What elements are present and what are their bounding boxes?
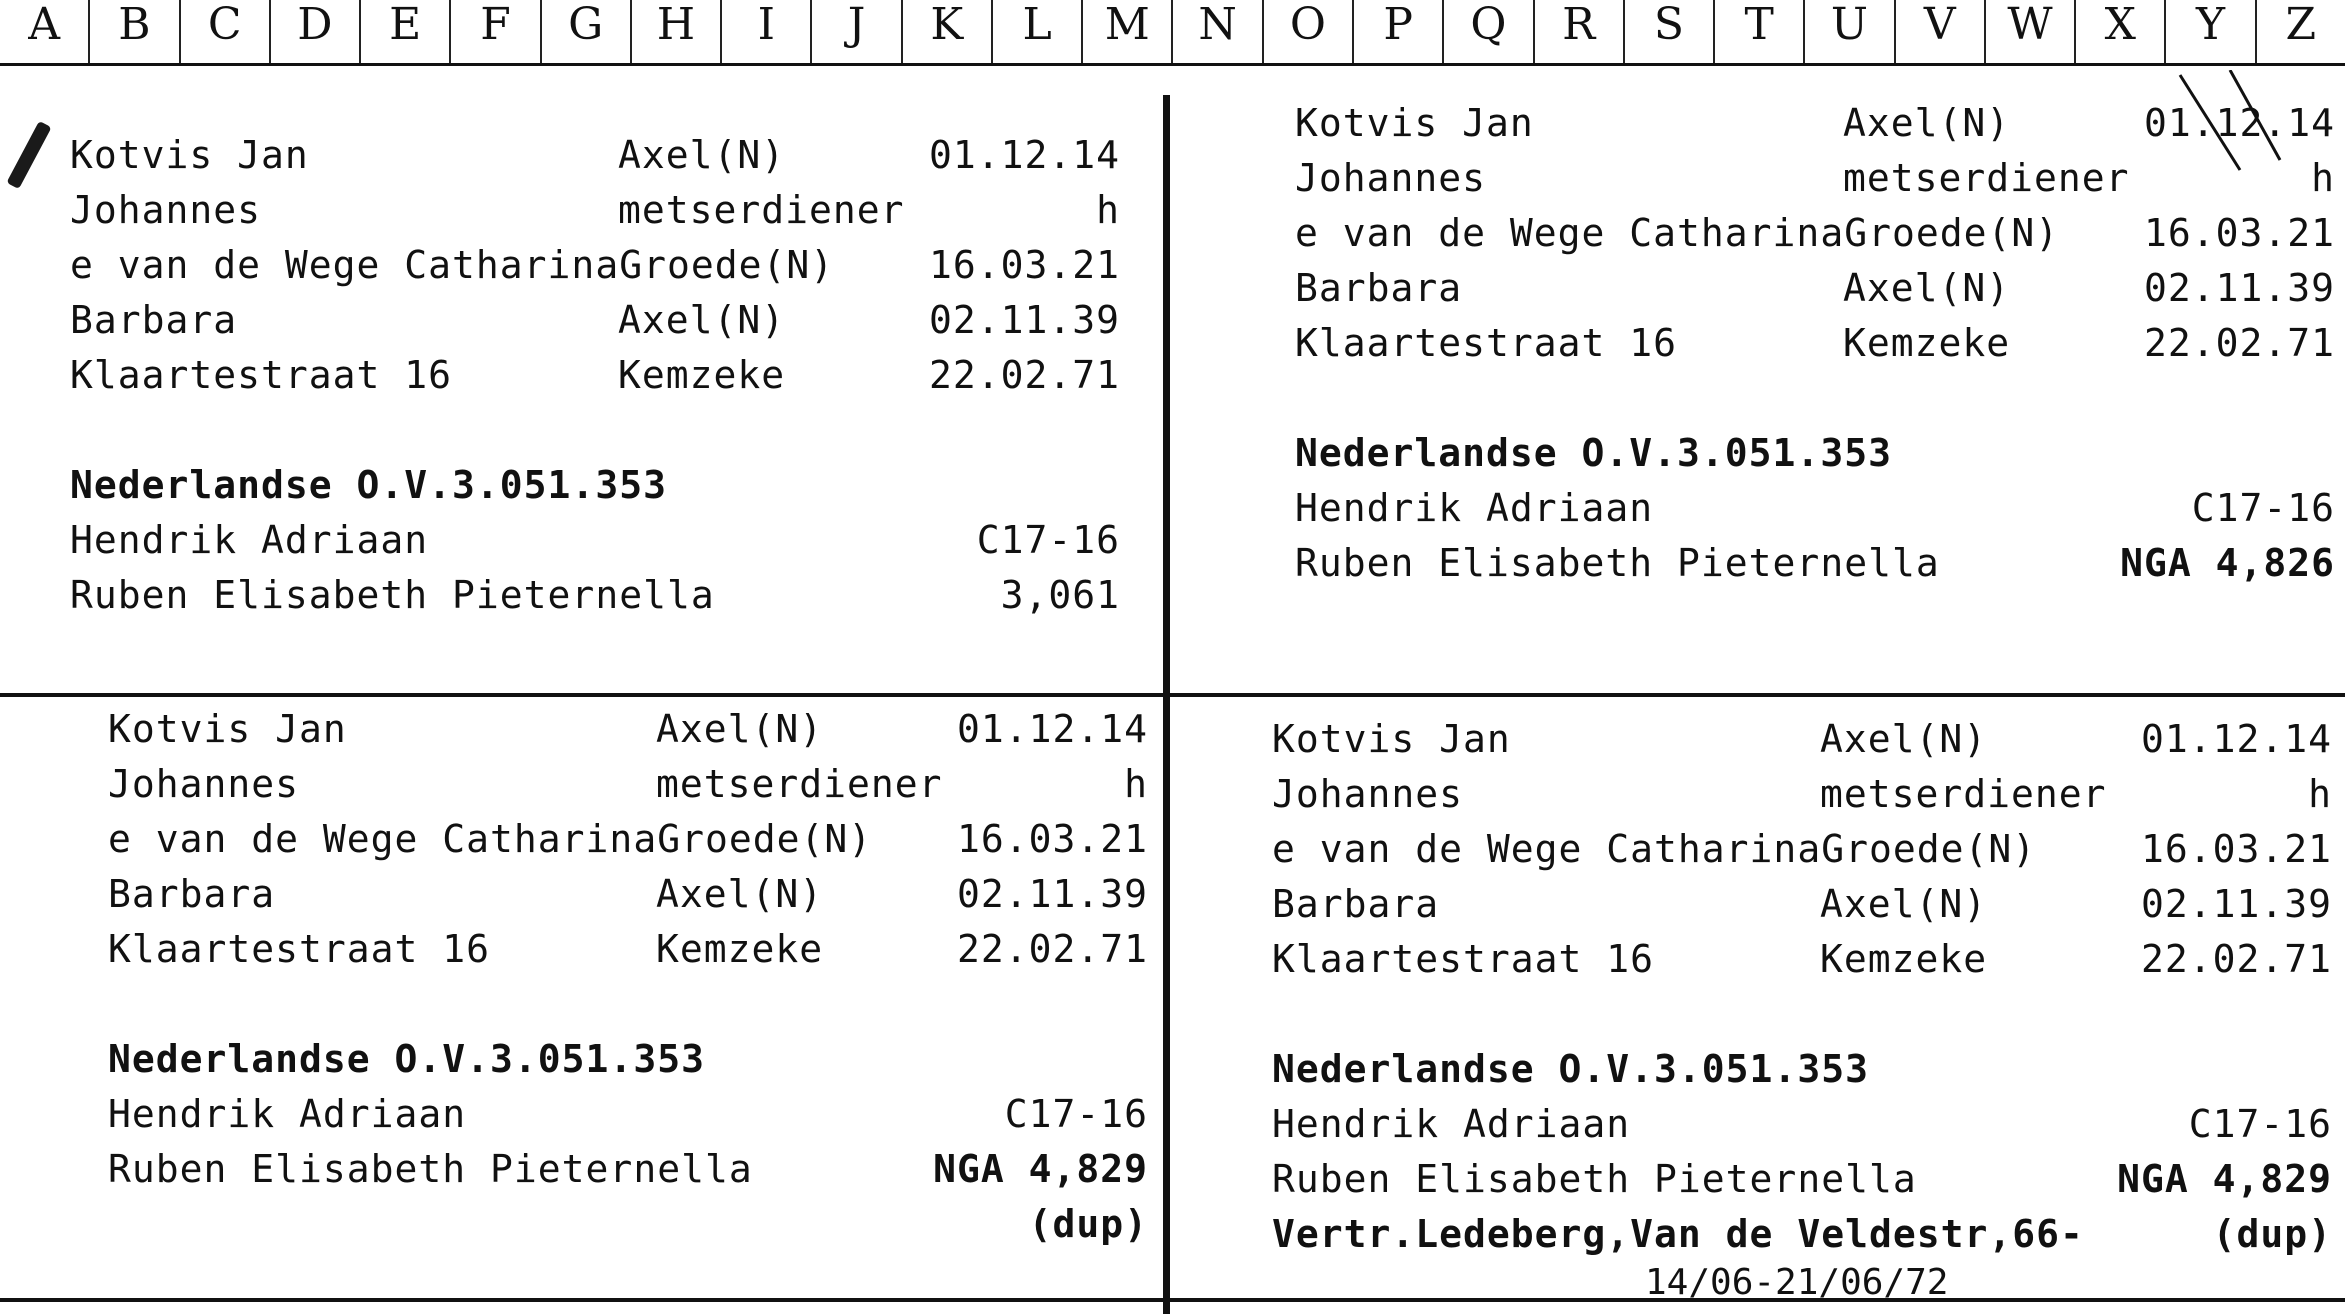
card-field-c3: 16.03.21 [928,243,1120,287]
card-field-c3: NGA 4,829 [2117,1157,2332,1201]
card-row [1272,822,2332,877]
card-field-c1: Vertr.Ledeberg,Van de Veldestr,66- [1272,1212,2084,1256]
card-row [70,513,1120,568]
card-row [70,128,1120,183]
card-row [1272,767,2332,822]
alphabet-tab-t: T [1715,0,1805,63]
card-field-c2: Kemzeke [1843,321,2011,365]
card-row [108,977,1148,1032]
card-row [70,403,1120,458]
card-field-c2: Axel(N) [656,872,824,916]
alphabet-tab-n: N [1173,0,1263,63]
card-field-c2: Axel(N) [618,298,786,342]
alphabet-tab-a: A [0,0,90,63]
card-field-c3: (dup) [1028,1202,1148,1246]
card-field-c1: Klaartestraat 16 [1272,937,1655,981]
card-field-c2: Axel(N) [1843,266,2011,310]
card-top-left [70,128,1120,623]
alphabet-tab-r: R [1535,0,1625,63]
card-field-c2: metserdiener [618,188,905,232]
alphabet-tab-j: J [812,0,902,63]
card-field-c2: Axel(N) [1820,882,1988,926]
bottom-divider-left [0,1298,1163,1302]
card-field-c1: Ruben Elisabeth Pieternella [108,1147,753,1191]
card-row [108,1032,1148,1087]
date-range-footnote: 14/06-21/06/72 [1645,1262,1949,1303]
card-row [108,922,1148,977]
card-field-c3: 01.12.14 [928,133,1120,177]
card-field-c3: 22.02.71 [928,353,1120,397]
card-field-c1: Klaartestraat 16 [70,353,453,397]
alphabet-tab-i: I [722,0,812,63]
card-field-c3: 16.03.21 [956,817,1148,861]
card-row [1272,712,2332,767]
card-field-c1: Barbara [1272,882,1440,926]
card-field-c3: C17-16 [976,518,1120,562]
card-row [1295,206,2335,261]
card-row [1272,1152,2332,1207]
card-field-c3: NGA 4,829 [933,1147,1148,1191]
card-row [1295,481,2335,536]
card-field-c3: 01.12.14 [956,707,1148,751]
card-field-c1: Johannes [108,762,300,806]
card-field-c3: 02.11.39 [2140,882,2332,926]
card-field-c3: h [1124,762,1148,806]
card-field-c3: h [1096,188,1120,232]
card-row [1295,151,2335,206]
card-row [70,568,1120,623]
alphabet-tab-e: E [361,0,451,63]
card-row [108,1087,1148,1142]
card-field-c1: Hendrik Adriaan [1272,1102,1631,1146]
card-field-c1: Barbara [108,872,276,916]
alphabet-tab-v: V [1896,0,1986,63]
alphabet-tab-p: P [1354,0,1444,63]
card-field-c1: Nederlandse O.V.3.051.353 [1295,431,1892,475]
card-field-c3: 22.02.71 [2140,937,2332,981]
card-field-c3: 01.12.14 [2143,101,2335,145]
card-field-c3: C17-16 [2188,1102,2332,1146]
card-field-c3: h [2308,772,2332,816]
card-row [108,1197,1148,1252]
card-row [1295,426,2335,481]
card-field-c2: Axel(N) [1820,717,1988,761]
alphabet-tab-s: S [1625,0,1715,63]
card-field-c1: e van de Wege CatharinaGroede(N) [1295,211,2060,255]
alphabet-tab-b: B [90,0,180,63]
alphabet-tab-w: W [1986,0,2076,63]
card-row [108,757,1148,812]
card-row [1272,932,2332,987]
alphabet-tab-g: G [542,0,632,63]
card-row [1295,316,2335,371]
card-top-right [1295,96,2335,591]
card-field-c3: 22.02.71 [956,927,1148,971]
card-row [1272,1207,2332,1262]
card-field-c1: Ruben Elisabeth Pieternella [1295,541,1940,585]
card-field-c2: Kemzeke [656,927,824,971]
card-row [1295,536,2335,591]
card-field-c3: C17-16 [1004,1092,1148,1136]
card-field-c2: metserdiener [656,762,943,806]
alphabet-tab-q: Q [1444,0,1534,63]
card-field-c1: Nederlandse O.V.3.051.353 [108,1037,705,1081]
card-field-c2: metserdiener [1843,156,2130,200]
card-row [1295,371,2335,426]
card-row [70,293,1120,348]
card-field-c1: e van de Wege CatharinaGroede(N) [108,817,873,861]
card-field-c2: Axel(N) [656,707,824,751]
pencil-mark [6,121,51,189]
horizontal-divider-right [1170,693,2345,697]
alphabet-tab-o: O [1264,0,1354,63]
alphabet-tab-d: D [271,0,361,63]
card-field-c1: Ruben Elisabeth Pieternella [1272,1157,1917,1201]
card-row [1272,987,2332,1042]
card-field-c3: 02.11.39 [2143,266,2335,310]
card-field-c2: Kemzeke [1820,937,1988,981]
card-field-c2: Axel(N) [1843,101,2011,145]
alphabet-tab-l: L [993,0,1083,63]
card-field-c1: e van de Wege CatharinaGroede(N) [70,243,835,287]
alphabet-tab-h: H [632,0,722,63]
card-field-c1: Ruben Elisabeth Pieternella [70,573,715,617]
card-field-c1: Johannes [70,188,262,232]
card-row [70,183,1120,238]
card-bottom-left [108,702,1148,1252]
card-field-c1: Barbara [1295,266,1463,310]
card-field-c3: NGA 4,826 [2120,541,2335,585]
card-row [1272,1097,2332,1152]
card-field-c1: Johannes [1272,772,1464,816]
card-field-c1: Hendrik Adriaan [70,518,429,562]
card-field-c2: Axel(N) [618,133,786,177]
card-row [70,348,1120,403]
card-row [70,458,1120,513]
alphabet-tab-y: Y [2166,0,2256,63]
card-field-c1: Nederlandse O.V.3.051.353 [1272,1047,1869,1091]
card-field-c1: Kotvis Jan [70,133,309,177]
card-field-c3: (dup) [2212,1212,2332,1256]
card-field-c1: Nederlandse O.V.3.051.353 [70,463,667,507]
alphabet-tab-k: K [903,0,993,63]
card-field-c1: e van de Wege CatharinaGroede(N) [1272,827,2037,871]
card-field-c3: 16.03.21 [2143,211,2335,255]
card-field-c1: Hendrik Adriaan [1295,486,1654,530]
card-field-c3: h [2311,156,2335,200]
card-field-c3: 3,061 [1000,573,1120,617]
vertical-divider [1163,95,1170,1314]
card-row [108,1142,1148,1197]
card-field-c3: 01.12.14 [2140,717,2332,761]
card-field-c2: metserdiener [1820,772,2107,816]
card-field-c1: Kotvis Jan [1272,717,1511,761]
card-row [1272,1042,2332,1097]
alphabet-tab-c: C [181,0,271,63]
alphabet-tab-z: Z [2285,0,2317,50]
card-field-c1: Klaartestraat 16 [1295,321,1678,365]
card-field-c1: Barbara [70,298,238,342]
card-bottom-right [1272,712,2332,1262]
card-field-c3: 02.11.39 [928,298,1120,342]
card-field-c2: Kemzeke [618,353,786,397]
card-field-c3: 02.11.39 [956,872,1148,916]
alphabet-tab-u: U [1805,0,1895,63]
card-row [1272,877,2332,932]
card-field-c1: Hendrik Adriaan [108,1092,467,1136]
card-field-c1: Johannes [1295,156,1487,200]
card-field-c1: Kotvis Jan [1295,101,1534,145]
card-field-c3: 22.02.71 [2143,321,2335,365]
card-row [108,812,1148,867]
horizontal-divider-left [0,693,1163,697]
card-row [108,867,1148,922]
card-field-c1: Kotvis Jan [108,707,347,751]
alphabet-index-strip [0,0,2345,66]
card-row [108,702,1148,757]
card-field-c1: Klaartestraat 16 [108,927,491,971]
alphabet-tab-m: M [1083,0,1173,63]
alphabet-tab-x: X [2076,0,2166,63]
card-field-c3: C17-16 [2191,486,2335,530]
alphabet-tab-f: F [451,0,541,63]
card-row [1295,261,2335,316]
card-row [70,238,1120,293]
card-row [1295,96,2335,151]
card-field-c3: 16.03.21 [2140,827,2332,871]
